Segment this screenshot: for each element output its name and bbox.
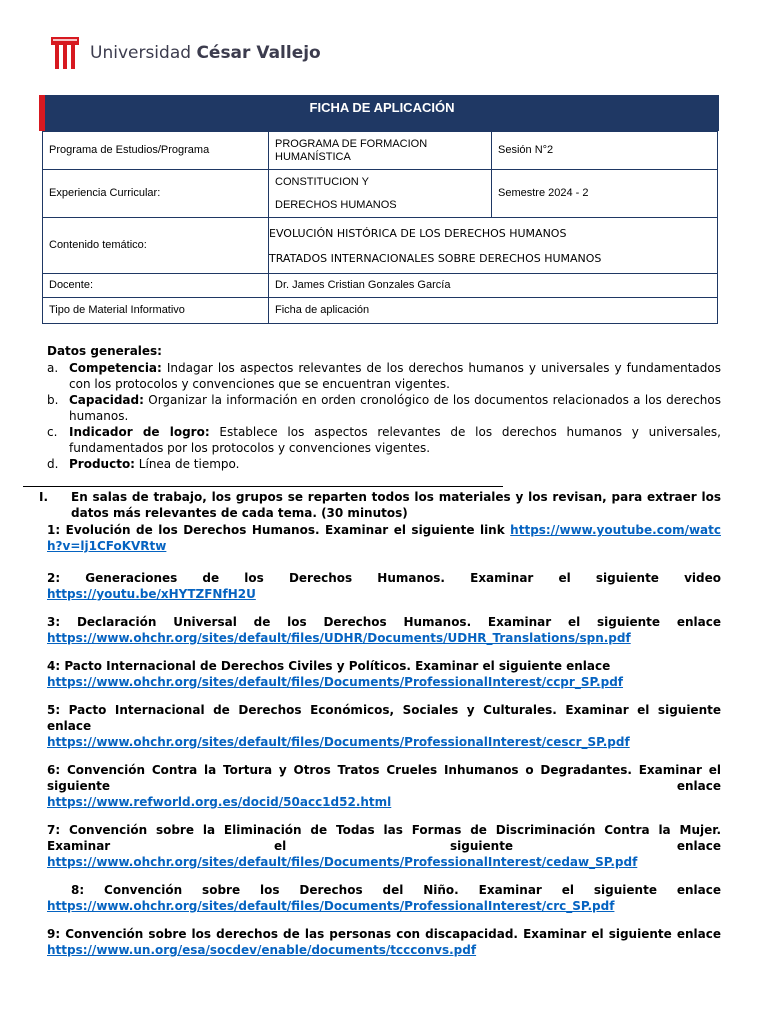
resource-link[interactable]: https://www.ohchr.org/sites/default/files/Documents/ProfessionalInterest/crc_SP.pdf [47, 899, 615, 913]
experiencia-line-1: CONSTITUCION Y [275, 175, 369, 188]
item-text: Línea de tiempo. [134, 457, 240, 471]
resource-item-9 [47, 926, 721, 942]
brand-regular: Universidad [90, 43, 197, 63]
resource-text: 3: Declaración Universal de los Derechos Humanos. Examinar el siguiente enlace [47, 615, 721, 629]
row-docente [43, 274, 718, 298]
resource-item-8-link [47, 898, 721, 914]
resource-link[interactable]: https://www.ohchr.org/sites/default/files/UDHR/Documents/UDHR_Translations/spn.pdf [47, 631, 631, 645]
datos-list [47, 360, 721, 472]
resource-link[interactable]: https://www.refworld.org.es/docid/50acc1d52.html [47, 795, 392, 809]
programa-value: PROGRAMA DE FORMACION HUMANÍSTICA [269, 132, 492, 170]
datos-generales [47, 343, 721, 472]
application-sheet [39, 95, 719, 324]
contenido-label: Contenido temático: [43, 218, 269, 274]
resource-link[interactable]: https://www.ohchr.org/sites/default/files/Documents/ProfessionalInterest/cedaw_SP.pdf [47, 855, 638, 869]
sheet-title: FICHA DE APLICACIÓN [39, 95, 719, 131]
tipo-label: Tipo de Material Informativo [43, 298, 269, 324]
resource-text: 8: Convención sobre los Derechos del Niño. Examinar el siguiente enlace [71, 883, 721, 897]
list-item [47, 424, 721, 456]
item-label: Competencia: [69, 361, 162, 375]
item-marker: c. [47, 425, 58, 439]
resource-text: 5: Pacto Internacional de Derechos Económicos, Sociales y Culturales. Examinar el siguiente enlace [47, 703, 721, 733]
experiencia-label: Experiencia Curricular: [43, 170, 269, 218]
list-item [47, 456, 721, 472]
docente-value: Dr. James Cristian Gonzales García [269, 274, 718, 298]
row-programa [43, 132, 718, 170]
resource-link[interactable]: https://www.youtube.com/watch?v=lj1CFoKVRtw [47, 523, 721, 553]
item-label: Indicador de logro: [69, 425, 210, 439]
programa-label: Programa de Estudios/Programa [43, 132, 269, 170]
item-text: Establece los aspectos relevantes de los derechos humanos y universales, fundamentados por los protocolos y convenciones vigentes. [69, 425, 721, 455]
resource-item-6 [47, 762, 721, 794]
activity-intro-text: En salas de trabajo, los grupos se reparten todos los materiales y los revisan, para extraer los datos más relevantes de cada tema. (30 minutos) [71, 490, 721, 520]
resource-item-5 [47, 702, 721, 734]
list-item [47, 360, 721, 392]
resource-link[interactable]: https://youtu.be/xHYTZFNfH2U [47, 587, 256, 601]
resource-item-3 [47, 614, 721, 630]
item-text: Organizar la información en orden cronológico de los documentos relacionados a los derechos humanos. [69, 393, 721, 423]
resource-item-9-link [47, 942, 721, 958]
resource-text: 7: Convención sobre la Eliminación de Todas las Formas de Discriminación Contra la Mujer. Examinar el siguiente enlace [47, 823, 721, 853]
resource-text: 1: Evolución de los Derechos Humanos. Examinar el siguiente link [47, 523, 511, 537]
experiencia-line-2: DERECHOS HUMANOS [275, 198, 397, 211]
item-text: Indagar los aspectos relevantes de los derechos humanos y universales y fundamentados con los protocolos y convenciones que se encuentran vigentes. [69, 361, 721, 391]
resource-item-1 [47, 522, 721, 554]
resource-text: 4: Pacto Internacional de Derechos Civiles y Políticos. Examinar el siguiente enlace [47, 659, 611, 673]
resource-link[interactable]: https://www.un.org/esa/socdev/enable/documents/tccconvs.pdf [47, 943, 477, 957]
university-name [90, 43, 321, 63]
tipo-value: Ficha de aplicación [269, 298, 718, 324]
sheet-info-table [42, 131, 718, 324]
item-label: Capacidad: [69, 393, 144, 407]
resource-item-8 [47, 882, 721, 898]
item-marker: a. [47, 361, 59, 375]
activity-section [39, 489, 721, 958]
resource-link[interactable]: https://www.ohchr.org/sites/default/files/Documents/ProfessionalInterest/ccpr_SP.pdf [47, 675, 624, 689]
university-logo-icon [50, 35, 80, 71]
contenido-line-2: TRATADOS INTERNACIONALES SOBRE DERECHOS HUMANOS [269, 251, 602, 265]
row-tipo-material [43, 298, 718, 324]
brand-bold: César Vallejo [196, 43, 321, 63]
item-marker: b. [47, 393, 59, 407]
list-item [47, 392, 721, 424]
activity-intro [37, 489, 721, 521]
experiencia-value [269, 170, 492, 218]
university-header [50, 34, 321, 72]
section-divider [23, 486, 503, 487]
resource-item-6-link [47, 794, 721, 810]
resource-link[interactable]: https://www.ohchr.org/sites/default/files/Documents/ProfessionalInterest/cescr_SP.pdf [47, 735, 630, 749]
resource-item-2 [47, 570, 721, 602]
resource-item-5-link [47, 734, 721, 750]
item-marker: d. [47, 457, 59, 471]
row-experiencia [43, 170, 718, 218]
resource-item-4 [47, 658, 721, 690]
resource-text: 9: Convención sobre los derechos de las personas con discapacidad. Examinar el siguiente enlace [47, 927, 721, 941]
sesion-value: Sesión N°2 [492, 132, 718, 170]
docente-label: Docente: [43, 274, 269, 298]
resource-item-3-link [47, 630, 721, 646]
resource-item-7 [47, 822, 721, 870]
resource-text: 6: Convención Contra la Tortura y Otros Tratos Crueles Inhumanos o Degradantes. Examinar el siguiente enlace [47, 763, 721, 793]
datos-heading: Datos generales: [47, 344, 162, 358]
activity-marker: I. [39, 490, 49, 504]
contenido-value [269, 218, 718, 274]
contenido-line-1: EVOLUCIÓN HISTÓRICA DE LOS DERECHOS HUMANOS [269, 226, 567, 240]
semestre-value: Semestre 2024 - 2 [492, 170, 718, 218]
resource-text: 2: Generaciones de los Derechos Humanos. Examinar el siguiente video [47, 571, 721, 585]
row-contenido [43, 218, 718, 274]
item-label: Producto: [69, 457, 135, 471]
